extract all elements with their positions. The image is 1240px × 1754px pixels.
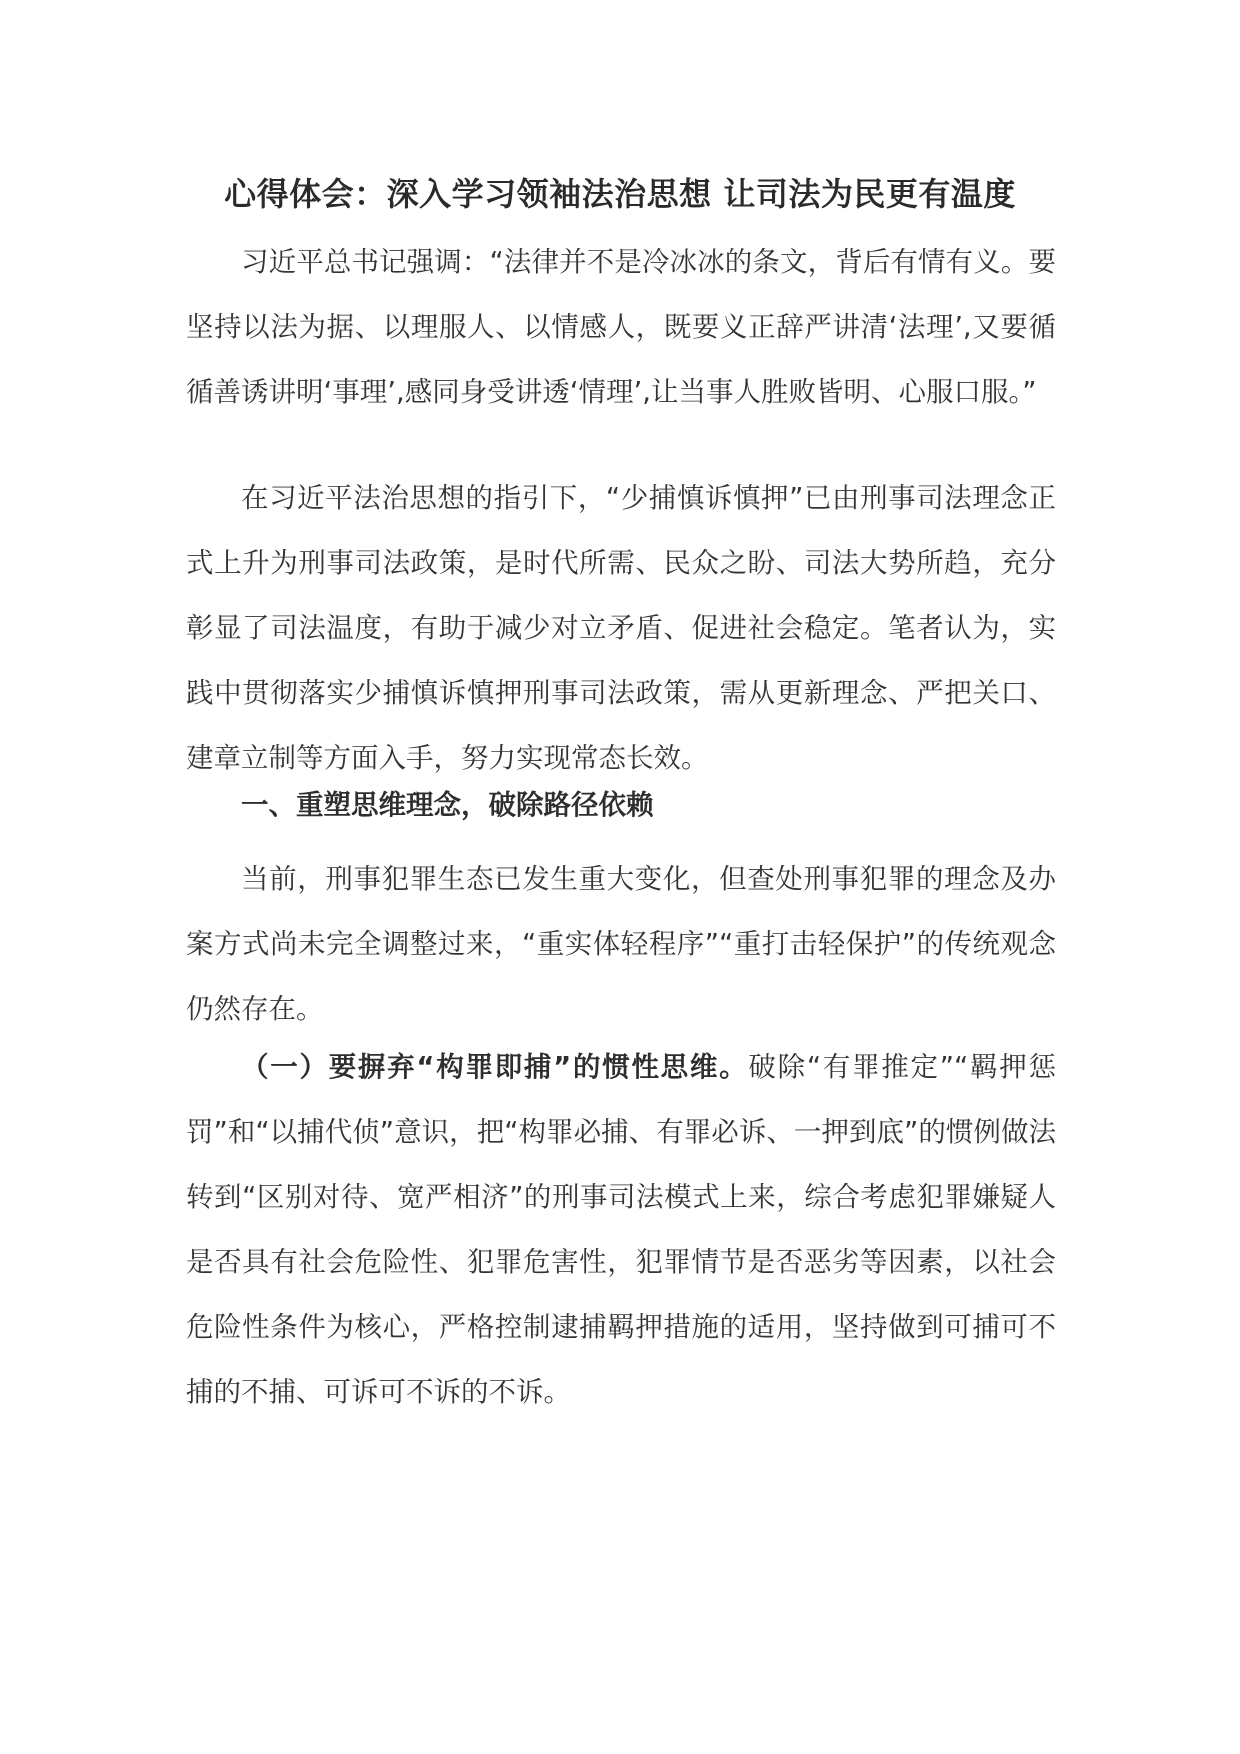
subsection-1-paragraph: [186, 1035, 1056, 1425]
document-title: 心得体会：深入学习领袖法治思想 让司法为民更有温度: [224, 175, 1016, 213]
paragraph-quote: 习近平总书记强调：“法律并不是冷冰冰的条文，背后有情有义。要坚持以法为据、以理服人、以情感人，既要义正辞严讲清‘法理’,又要循循善诱讲明‘事理’,感同身受讲透‘情理’,让当事人胜败皆明、心服口服。”: [186, 246, 1056, 408]
subsection-1-lead: （一）要摒弃“构罪即捕”的惯性思维。: [241, 1051, 749, 1083]
section-heading-1: 一、重塑思维理念，破除路径依赖: [241, 789, 654, 821]
paragraph-policy: 在习近平法治思想的指引下，“少捕慎诉慎押”已由刑事司法理念正式上升为刑事司法政策，是时代所需、民众之盼、司法大势所趋，充分彰显了司法温度，有助于减少对立矛盾、促进社会稳定。笔者认为，实践中贯彻落实少捕慎诉慎押刑事司法政策，需从更新理念、严把关口、建章立制等方面入手，努力实现常态长效。: [186, 482, 1056, 774]
subsection-1-body: 破除“有罪推定”“羁押惩罚”和“以捕代侦”意识，把“构罪必捕、有罪必诉、一押到底”的惯例做法转到“区别对待、宽严相济”的刑事司法模式上来，综合考虑犯罪嫌疑人是否具有社会危险性、犯罪危害性，犯罪情节是否恶劣等因素，以社会危险性条件为核心，严格控制逮捕羁押措施的适用，坚持做到可捕可不捕的不捕、可诉可不诉的不诉。: [186, 1051, 1056, 1408]
section-1-paragraph: 当前，刑事犯罪生态已发生重大变化，但查处刑事犯罪的理念及办案方式尚未完全调整过来，“重实体轻程序”“重打击轻保护”的传统观念仍然存在。: [186, 863, 1056, 1025]
